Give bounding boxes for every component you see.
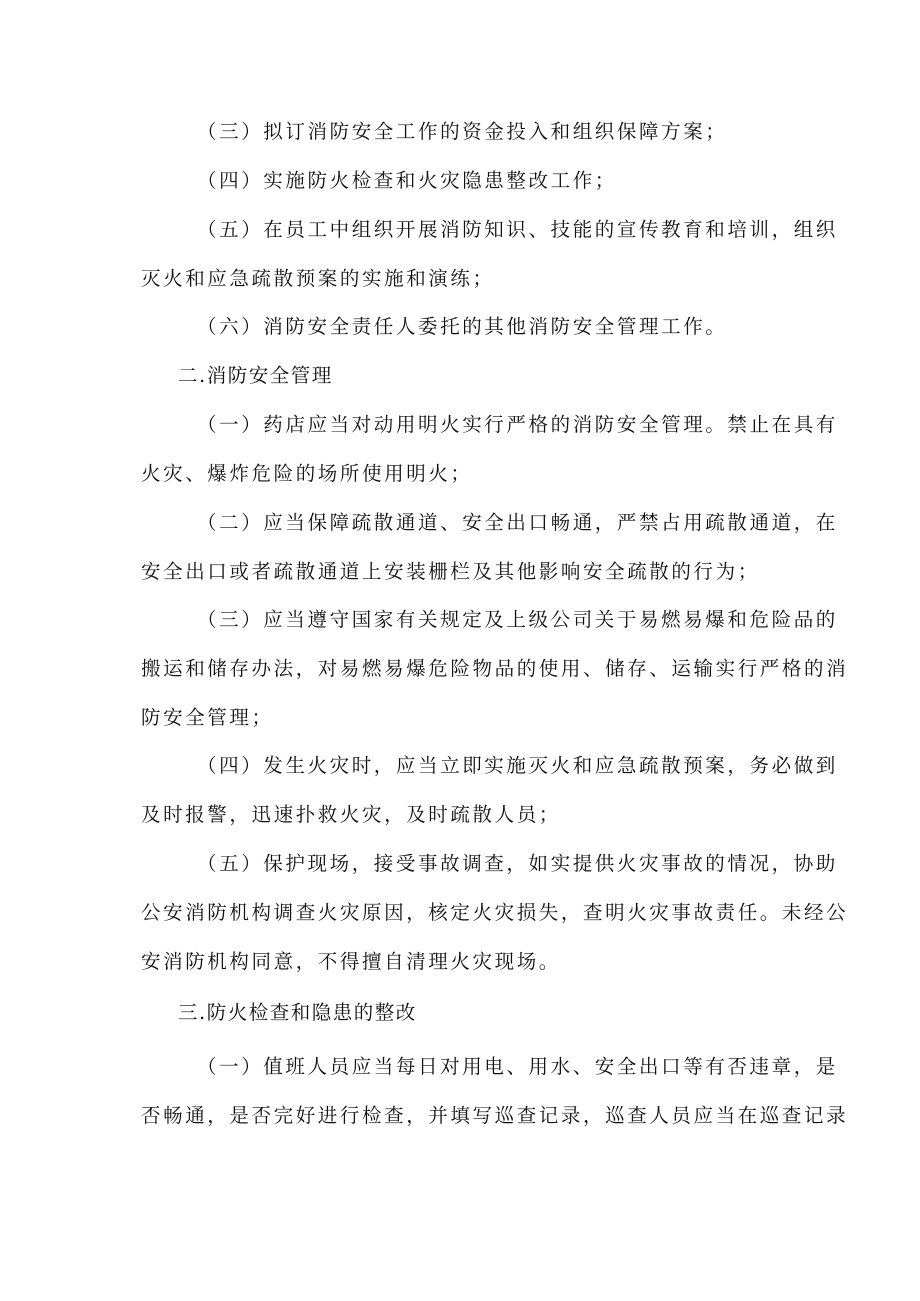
paragraph-line: （一）药店应当对动用明火实行严格的消防安全管理。禁止在具有 <box>197 413 838 436</box>
paragraph-line: （四）实施防火检查和火灾隐患整改工作； <box>197 169 617 192</box>
paragraph-line: （六）消防安全责任人委托的其他消防安全管理工作。 <box>197 315 728 338</box>
paragraph-line: （二）应当保障疏散通道、安全出口畅通，严禁占用疏散通道，在 <box>197 511 838 534</box>
paragraph-line: 安全出口或者疏散通道上安装栅栏及其他影响安全疏散的行为； <box>141 560 760 583</box>
paragraph-line: （四）发生火灾时，应当立即实施灭火和应急疏散预案，务必做到 <box>197 754 838 777</box>
paragraph-line: 火灾、爆炸危险的场所使用明火； <box>141 462 473 485</box>
paragraph-line: 灭火和应急疏散预案的实施和演练； <box>141 267 495 290</box>
paragraph-line: （三）应当遵守国家有关规定及上级公司关于易燃易爆和危险品的 <box>197 608 838 631</box>
paragraph-line: 防安全管理； <box>141 706 274 729</box>
paragraph-line: 安消防机构同意，不得擅自清理火灾现场。 <box>141 950 561 973</box>
paragraph-line: 及时报警，迅速扑救火灾，及时疏散人员； <box>141 803 561 826</box>
paragraph-line: （五）保护现场，接受事故调查，如实提供火灾事故的情况，协助 <box>197 852 838 875</box>
paragraph-line: 否畅通，是否完好进行检查，并填写巡查记录，巡查人员应当在巡查记录 <box>141 1104 849 1127</box>
paragraph-line: 公安消防机构调查火灾原因，核定火灾损失，查明火灾事故责任。未经公 <box>141 901 849 924</box>
section-heading: 二.消防安全管理 <box>178 364 333 387</box>
paragraph-line: （五）在员工中组织开展消防知识、技能的宣传教育和培训，组织 <box>197 218 838 241</box>
paragraph-line: 搬运和储存办法，对易燃易爆危险物品的使用、储存、运输实行严格的消 <box>141 657 849 680</box>
paragraph-line: （三）拟订消防安全工作的资金投入和组织保障方案； <box>197 120 728 143</box>
section-heading: 三.防火检查和隐患的整改 <box>178 1001 417 1024</box>
paragraph-line: （一）值班人员应当每日对用电、用水、安全出口等有否违章，是 <box>197 1055 838 1078</box>
